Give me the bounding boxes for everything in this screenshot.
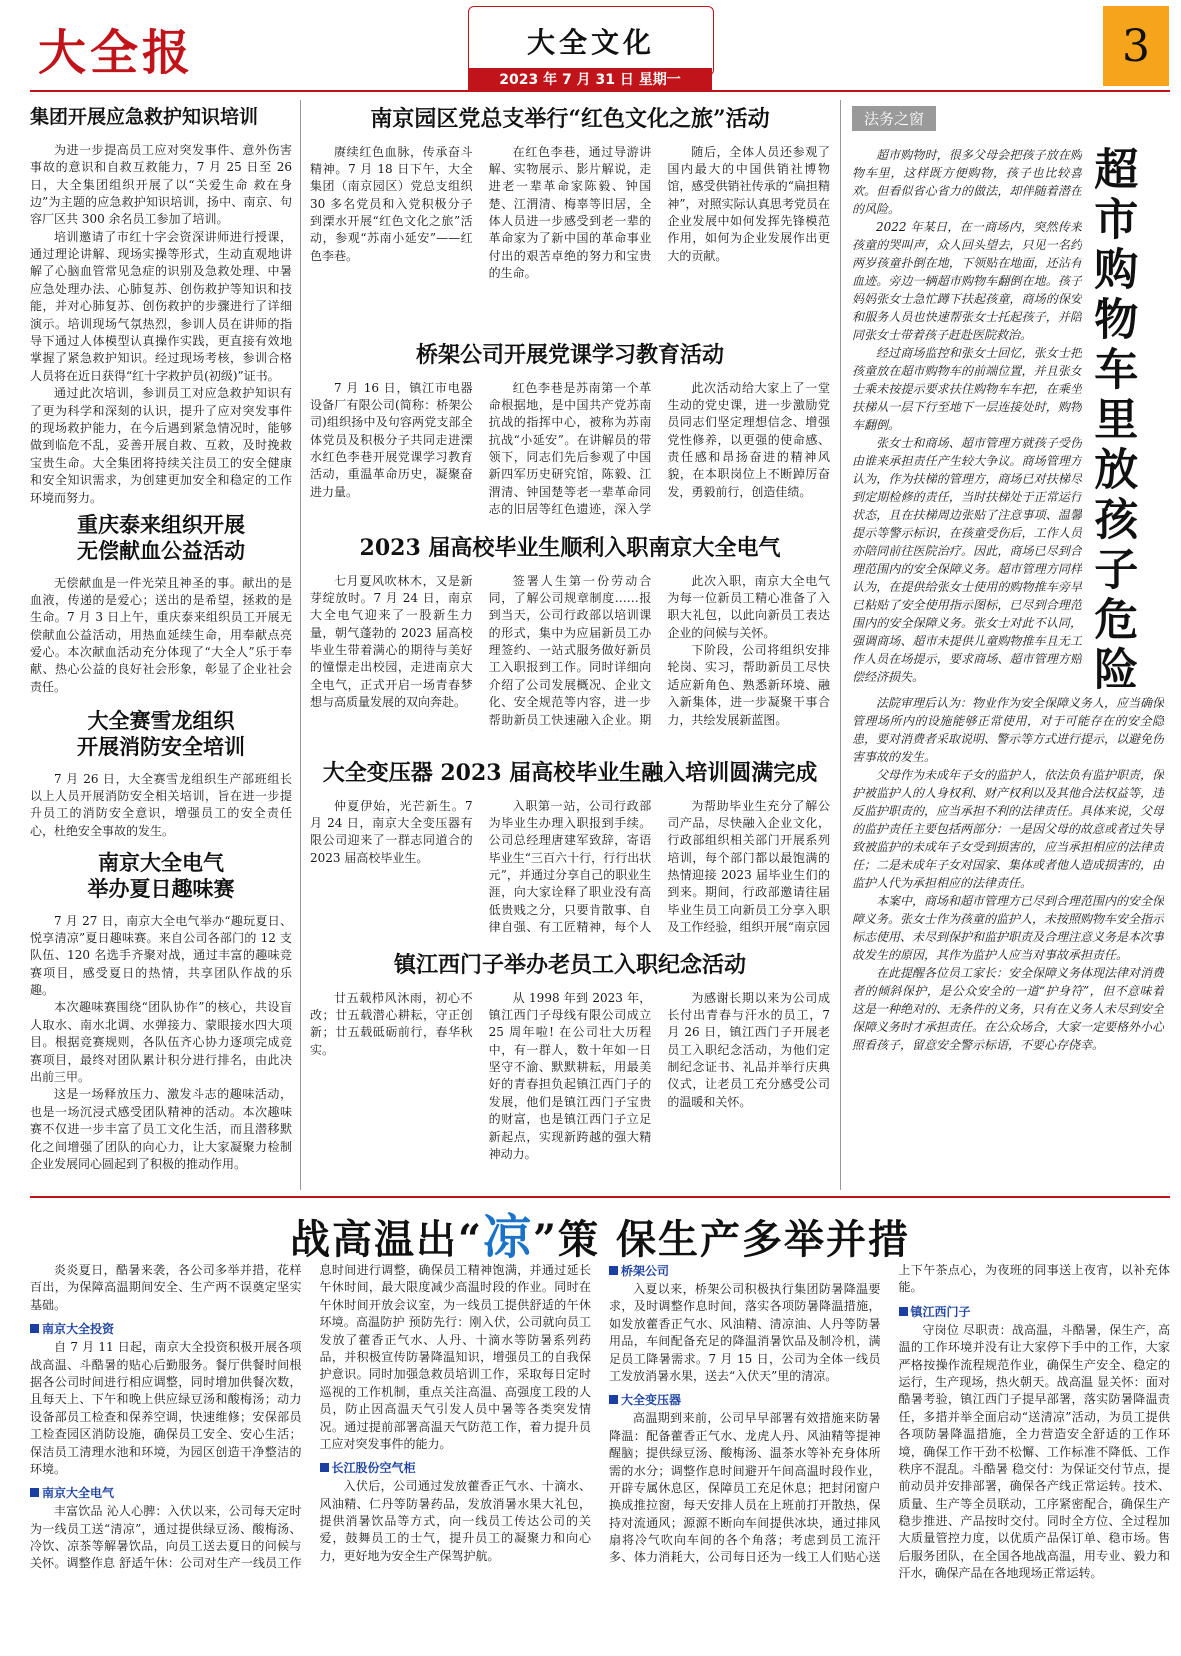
paragraph: 从 1998 年到 2023 年，镇江西门子母线有限公司成立 25 周年啦! 在公司壮大历程中，有一群人，数十年如一日坚守不渝、默默耕耘，用最美好的青春担负起镇江西门子的发展，他们是镇江西门子宝贵的财富，也是镇江西门子立足新起点，实现新跨越的强大精神动力。 [488,990,652,1162]
article-title: 大全变压器 2023 届高校毕业生融入培训圆满完成 [322,760,818,786]
article-body [310,573,830,731]
article-body [310,144,830,342]
title-line: 大全赛雪龙组织 [87,708,235,733]
article-red-culture-trip [310,100,830,342]
title-line: 举办夏日趣味赛 [87,876,235,902]
section-title: 大全文化 [468,6,714,76]
paragraph: 此次活动给大家上了一堂生动的党史课，进一步激励党员同志们坚定理想信念、增强党性修养，以更强的使命感、责任感和昂扬奋进的精神风貌，在本职岗位上不断踔厉奋发，勇毅前行，创造佳绩。 [667,380,830,499]
article-title: 2023 届高校毕业生顺利入职南京大全电气 [359,535,781,561]
paragraph: 高温期到来前，公司早早部署有效措施来防暑降温：配备藿香正气水、龙虎人丹、风油精等提神醒脑；提供绿豆汤、酸梅汤、温茶水等补充身体所需的水分；调整作息时间避开午间高温时段作业，开辟专属休息区，保障员工充足休息；把封闭窗户换成推拉窗，每天安排人员在上班前打开散热，保持对流通风；源源不断向车间提供冰块，通过排风扇将冷气吹向车间的各个角落；考虑到员工流汗多、体力消耗大，公司每日还为一线工人们贴心送上下午茶点心，为夜班的同事送上夜宵，以补充体能。 [609,1263,1170,1565]
section-label-text: 桥架公司 [621,1264,670,1278]
square-bullet-icon [320,1463,329,1472]
header-rule [30,90,1170,92]
article-title: 镇江西门子举办老员工入职纪念活动 [393,952,746,978]
article-body [310,380,830,520]
paragraph: 在此提醒各位员工家长：安全保障义务体现法律对消费者的倾斜保护，是公众安全的一道“护身符”，但不意味着这是一种绝对的、无条件的义务，只有在义务人未尽到安全保障义务时才承担责任。在公众场合，大家一定要格外小心照看孩子，留意安全警示标语，不要心存侥幸。 [852,966,1164,1052]
paragraph: 为进一步提高员工应对突发事件、意外伤害事故的意识和自救互救能力，7 月 25 日至 26 日，大全集团组织开展了以“关爱生命 救在身边”为主题的应急救护知识培训，扬中、南京、句容厂区共 300 余名员工参加了培训。 [30,142,292,227]
paragraph: 廿五载栉风沐雨，初心不改；廿五载潜心耕耘，守正创新；廿五载砥砺前行，春华秋实。 [310,990,473,1057]
headline-part: 战高温出“ [290,1216,484,1263]
paragraph: 七月夏风吹林木，又是新芽绽放时。7 月 24 日，南京大全电气迎来了一股新生力量，朝气蓬勃的 2023 届高校毕业生带着满心的期待与美好的憧憬走出校园，走进南京大全电气，正式开启一场青春梦想与高质量发展的双向奔赴。 [310,573,473,710]
section-label-text: 长江股份空气柜 [331,1461,416,1476]
article-body [310,990,830,1164]
paragraph: 入伏后，公司通过发放藿香正气水、十滴水、风油精、仁丹等防暑药品，发放消暑水果大礼包，提供消暑饮品等方式，向一线员工传达公司的关爱，鼓舞员工的士气，提升员工的凝聚力和向心力，更好地为安全生产保驾护航。 [319,1479,591,1563]
paragraph: 本案中，商场和超市管理方已尽到合理范围内的安全保障义务。张女士作为孩童的监护人，未按照购物车安全指示标志使用、未尽到保护和监护职责及合理注意义务是本次事故发生的原因，其作为监护人应当对事故承担责任。 [852,894,1164,962]
law-body-top [852,146,1082,686]
date-line: 2023 年 7 月 31 日 星期一 [468,68,712,90]
section-label [609,1262,881,1279]
article-body [310,798,830,938]
section-label [30,1320,302,1337]
page-number: 3 [1103,6,1169,86]
article-graduates-electric [310,535,830,731]
article-graduates-transformer [310,760,830,938]
law-column [840,100,1170,1190]
feature-body [30,1262,1170,1650]
feature-intro: 炎炎夏日，酷暑来袭，各公司多举并措，花样百出，为保障高温期间安全、生产两不误奠定坚实基础。 [30,1263,302,1312]
title-line: 开展消防安全培训 [77,734,245,760]
square-bullet-icon [30,1324,39,1333]
paragraph: 此次入职，南京大全电气为每一位新员工精心准备了入职大礼包，以此向新员工表达企业的问候与关怀。 [667,573,830,640]
paragraph: 为感谢长期以来为公司成长付出青春与汗水的员工，7 月 26 日，镇江西门子开展老员工入职纪念活动，为他们定制纪念证书、礼品并举行庆典仪式，让老员工充分感受公司的温暖和关怀。 [667,990,830,1109]
paragraph: 随后，全体人员还参观了国内最大的中国供销社博物馆，感受供销社传承的“扁担精神”，对照实际认真思考党员在企业发展中如何发挥先锋模范作用，如何为企业发展作出更大的贡献。 [667,144,830,263]
law-title: 超市购物车里放孩子危险 [1086,146,1138,696]
section-label-text: 南京大全电气 [42,1486,115,1501]
paragraph: 下阶段，公司将组织安排轮岗、实习，帮助新员工尽快适应新角色、熟悉新环境、融入新集体，进一步凝聚干事合力，共绘发展新蓝图。 [667,643,830,727]
masthead-logo: 大全报 [38,25,195,81]
paragraph: 在红色李巷，通过导游讲解、实物展示、影片解说，走进老一辈革命家陈毅、钟国楚、江渭清、梅辜等旧居，全体人员进一步感受到老一辈的革命家为了新中国的革命事业付出的艰苦卓绝的努力和宝贵的生命。 [488,144,652,281]
title-line: 重庆泰来组织开展 [77,512,245,537]
column-divider [300,100,301,1190]
paragraph: 丰富饮品 沁人心脾：入伏以来，公司每天定时为一线员工送“清凉”，通过提供绿豆汤、酸梅汤、冷饮、凉茶等解暑饮品，向员工送去夏日的问候与关怀。调整作息 舒适午休：公司对生产一线员工作息时间进行调整，确保员工精神饱满，并通过延长午休时间，最大限度减少高温时段的作业。同时在午休时间开放会议室，为一线员工提供舒适的午休环境。高温防护 预防先行：刚入伏，公司就向员工发放了藿香正气水、人丹、十滴水等防暑系列药品，并积极宣传防暑降温知识，增强员工的自我保护意识。同时加强急救员培训工作，采取每日定时巡视的工作机制，重点关注高温、高强度工段的人员，防止因高温天气引发人员中暑等各类突发情况。通过提前部署高温天气防范工作，着力提升员工应对突发事件的能力。 [30,1263,591,1571]
paragraph: 守岗位 尽职责：战高温，斗酷暑，保生产，高温的工作环境并没有让大家停下手中的工作，大家严格按操作流程规范作业，确保生产安全、稳定的运行，生产现场，热火朝天。战高温 显关怀：面对酷暑考验，镇江西门子提早部署，落实防暑降温责任，多措并举全面启动“送清凉”活动，为员工提供各项防暑降温措施，全力营造安全舒适的工作环境，确保工作干劲不松懈、工作标准不降低、工作秩序不混乱。斗酷暑 稳交付：为保证交付节点，提前动员并安排部署，确保各产线正常运转。技术、质量、生产等全员联动，工序紧密配合，确保生产稳步推进、产品按时交付。同时全方位、全过程加大质量管控力度，以优质产品保订单、稳市场。售后服务团队，在全国各地战高温，用专业、毅力和汗水，确保产品在各地现场正常运转。 [898,1322,1170,1581]
square-bullet-icon [609,1266,618,1275]
title-line: 无偿献血公益活动 [77,538,245,564]
paragraph: 入夏以来，桥架公司积极执行集团防暑降温要求，及时调整作息时间，落实各项防暑降温措施，如发放藿香正气水、风油精、清凉油、人丹等防暑用品，车间配备充足的降温消暑饮品及制冷机，满足员工降暑需求。7 月 15 日，公司为全体一线员工发放消暑水果，送去“入伏天”里的清凉。 [609,1282,881,1383]
section-label-text: 镇江西门子 [910,1304,971,1319]
section-label [609,1391,881,1408]
paragraph: 培训邀请了市红十字会资深讲师进行授课，通过理论讲解、现场实操等形式，生动直观地讲解了心脑血管常见急症的识别及急救处理、中暑应急处理办法、心肺复苏、创伤救护等知识和技能，并对心肺复苏、创伤救护的步骤进行了详细演示。培训现场气氛热烈，参训人员在讲师的指导下通过人体模型认真操作实践，更直接有效地掌握了紧急救护知识。经过现场考核，参训合格人员将在近日获得“红十字救护员(初级)”证书。 [30,229,292,383]
paragraph: 张女士和商场、超市管理方就孩子受伤由谁来承担责任产生较大争议。商场管理方认为，作为扶梯的管理方，商场已对扶梯尽到定期检修的责任，当时扶梯处于正常运行状态，且在扶梯周边张贴了注意事项、温馨提示等警示标识，在孩童受伤后，工作人员亦陪同前往医院治疗。因此，商场已尽到合理范围内的安全保障义务。超市管理方同样认为，在提供给张女士使用的购物推车旁早已粘贴了安全使用指示图标，已尽到合理范围内的安全保障义务。张女士对此不认同，强调商场、超市未提供儿童购物推车且无工作人员在场提示，要求商场、超市管理方赔偿经济损失。 [852,436,1082,684]
paragraph: 赓续红色血脉，传承奋斗精神。7 月 18 日下午，大全集团（南京园区）党总支组织 30 多名党员和入党积极分子到溧水开展“红色文化之旅”活动，参观“苏南小延安”——红色李巷。 [310,144,473,263]
paragraph: 入职第一站，公司行政部为毕业生办理入职报到手续。公司总经理唐建军致辞，寄语毕业生“三百六十行，行行出状元”，并通过分享自己的职业生涯，向大家诠释了职业没有高低贵贱之分，只要肯散事、自律自强、有工匠精神，每个人 [488,798,652,935]
paragraph: 红色李巷是苏南第一个革命根据地，是中国共产党苏南抗战的指挥中心，被称为苏南抗战“小延安”。在讲解员的带领下，同志们先后参观了中国新四军历史研究馆，陈毅、江渭清、钟国楚等老一辈革命同志的旧居等红色遗迹，深入学 [488,380,652,517]
article-title: 桥架公司开展党课学习教育活动 [415,342,724,368]
paragraph: 通过此次培训，参训员工对应急救护知识有了更为科学和深刻的认识，提升了应对突发事件的现场救护能力，在今后遇到紧急情况时，能够做到临危不乱，妥善开展自救、互救，及时挽救宝贵生命。大全集团将持续关注员工的安全健康和安全知识需求，为创建更加安全和稳定的工作环境而努力。 [30,386,292,505]
section-label [320,1459,592,1476]
article-fire-safety [30,708,292,840]
paragraph: 超市购物时，很多父母会把孩子放在购物车里，这样既方便购物，孩子也比较喜欢。但看似省心省力的做法，却伴随着潜在的风险。 [852,148,1082,216]
headline-accent: 凉 [483,1209,534,1265]
paragraph: 签署人生第一份劳动合同，了解公司规章制度……报到当天，公司行政部以培训课的形式，集中为应届新员工办理签约、一站式服务做好新员工入职报到工作。同时详细向介绍了公司发展概况、企业文化、安全规范等内容，进一步帮助新员工快速融入企业。期 [488,573,652,727]
article-blood-donation [30,512,292,696]
law-body-bottom [852,694,1164,1184]
headline-part: ”策 保生产多举并措 [533,1216,910,1263]
paragraph: 经过商场监控和张女士回忆，张女士把孩童放在超市购物车的前端位置，并且张女士乘未按提示要求扶住购物车车把，在乘坐扶梯从一层下行至地下一层连接处时，购物车翻倒。 [852,346,1082,432]
paragraph: 2022 年某日，在一商场内，突然传来孩童的哭叫声，众人回头望去，只见一名约两岁孩童扑倒在地，下领贴在地面，还沾有血迹。旁边一辆超市购物车翻倒在地。孩子妈妈张女士急忙蹲下扶起孩童，商场的保安和服务人员也快速帮张女士托起孩子，并陪同张女士带着孩子赶赴医院救治。 [852,220,1082,342]
paragraph: 本次趣味赛围绕“团队协作”的核心，共设盲人取水、南水北调、水弹接力、蒙眼接水四大项目。根据竞赛规则，各队伍齐心协力逐项完成竞赛项目，最终对团队累计积分进行排名，由此决出前三甲。 [30,1000,292,1085]
square-bullet-icon [30,1488,39,1497]
article-first-aid [30,100,292,507]
paragraph: 无偿献血是一件光荣且神圣的事。献出的是血液，传递的是爱心；送出的是希望，拯救的是生命。7 月 3 日上午，重庆泰来组织员工开展无偿献血公益活动，用热血延续生命，用奉献点亮爱心。本次献血活动充分体现了“大全人”乐于奉献、热心公益的良好社会形象，彰显了企业社会责任。 [30,575,292,694]
article-title [30,512,292,565]
paragraph: 仲夏伊始，光芒新生。7 月 24 日，南京大全变压器有限公司迎来了一群志同道合的 2023 届高校毕业生。 [310,798,473,865]
square-bullet-icon [899,1307,908,1316]
section-label [899,1303,1171,1320]
section-label-text: 南京大全投资 [42,1322,115,1337]
article-veteran-employees [310,952,830,1164]
paragraph: 自 7 月 11 日起，南京大全投资积极开展各项战高温、斗酷暑的贴心后勤服务。餐厅供餐时间根据各公司时间进行相应调整，同时增加供餐次数，且每天上、下午和晚上供应绿豆汤和酸梅汤；动力设备部员工检查和保养空调，快速维修；安保部员工检查园区消防设施，确保员工安全、安心生活；保洁员工清理水池和环境，为园区创造干净整洁的环境。 [30,1340,302,1476]
article-title [30,708,292,761]
law-column-border [840,100,841,1190]
feature-headline [250,1198,950,1267]
section-label-text: 大全变压器 [621,1393,682,1408]
section-label [30,1484,302,1501]
article-summer-games [30,850,292,1173]
paragraph: 为帮助毕业生充分了解公司产品，尽快融入企业文化，行政部组织相关部门开展系列培训，每个部门都以最饱满的热情迎接 2023 届毕业生们的到来。期间，行政部邀请往届毕业生员工向新员工分享入职及工作经验，组织开展“南京园 [667,798,830,935]
article-title: 集团开展应急救护知识培训 [30,106,259,128]
paragraph: 7 月 16 日，镇江市电器设备厂有限公司(简称：桥架公司)组织扬中及句容两党支部全体党员及积极分子共同走进溧水红色李巷开展党课学习教育活动，重温革命历史，凝聚奋进力量。 [310,380,473,499]
square-bullet-icon [609,1395,618,1404]
law-tag: 法务之窗 [852,106,936,131]
paragraph: 法院审理后认为：物业作为安全保障义务人，应当确保管理场所内的设施能够正常使用，对于可能存在的安全隐患，要对消费者采取说明、警示等方式进行提示，以避免伤害事故的发生。 [852,696,1164,764]
title-line: 南京大全电气 [98,850,224,875]
paragraph: 父母作为未成年子女的监护人，依法负有监护职责，保护被监护人的人身权利、财产权利以及其他合法权益等，违反监护职责的，应当承担不利的法律责任。具体来说，父母的监护责任主要包括两部分：一是因父母的故意或者过失导致被监护的未成年子女受到损害的，应当承担相应的法律责任；二是未成年子女对国家、集体或者他人造成损害的，由监护人代为承担相应的法律责任。 [852,768,1164,890]
article-party-lesson [310,342,830,520]
article-title: 南京园区党总支举行“红色文化之旅”活动 [370,106,770,132]
paragraph: 这是一场释放压力、激发斗志的趣味活动，也是一场沉浸式感受团队精神的活动。本次趣味赛不仅进一步丰富了员工文化生活，而且潜移默化之间增强了团队的向心力，让大家凝聚力检制企业发展同心圆起到了积极的推动作用。 [30,1087,292,1171]
paragraph: 7 月 26 日，大全赛雪龙组织生产部班组长以上人员开展消防安全相关培训，旨在进一步提升员工的消防安全意识，增强员工的安全责任心，杜绝安全事故的发生。 [30,771,292,838]
article-title [30,850,292,903]
paragraph: 7 月 27 日，南京大全电气举办“趣玩夏日、悦享清凉”夏日趣味赛。来自公司各部门的 12 支队伍、120 名选手齐聚对战，通过丰富的趣味竞赛项目，感受夏日的热情，共享团队作战的乐趣。 [30,913,292,998]
